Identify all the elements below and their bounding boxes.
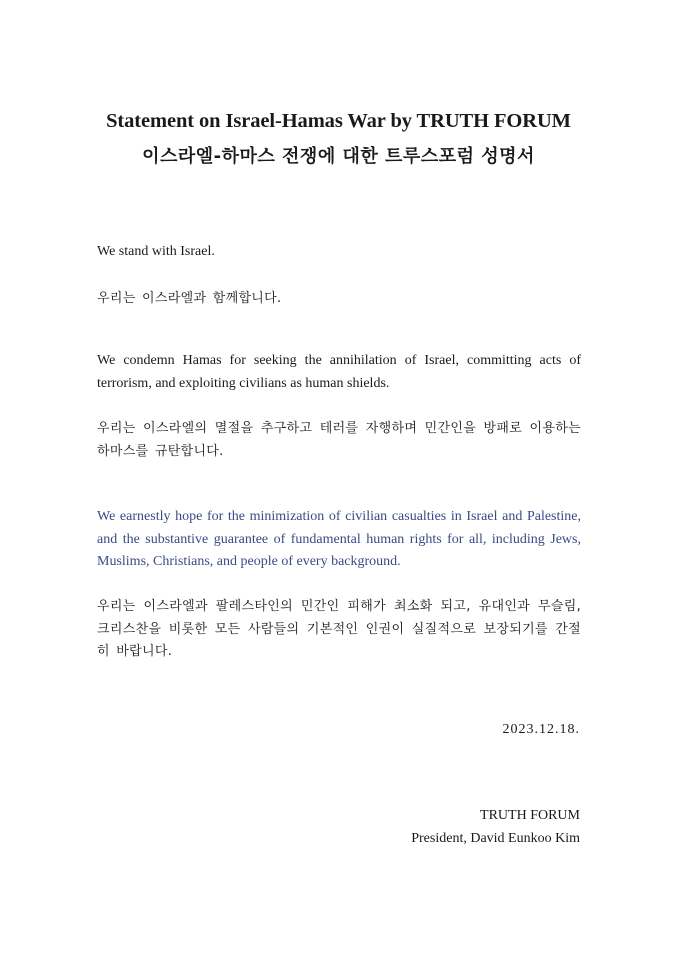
signature-organization: TRUTH FORUM bbox=[480, 808, 580, 823]
paragraph-stand-ko: 우리는 이스라엘과 함께합니다. bbox=[97, 291, 282, 306]
paragraph-condemn-en: We condemn Hamas for seeking the annihilation of Israel, committing acts of terrorism, and exploiting civilians as human shields. bbox=[97, 353, 581, 391]
paragraph-stand-en: We stand with Israel. bbox=[97, 244, 215, 259]
title-english: Statement on Israel-Hamas War by TRUTH FORUM bbox=[106, 110, 571, 132]
paragraph-hope-ko: 우리는 이스라엘과 팔레스타인의 민간인 피해가 최소화 되고, 유대인과 무슬림, 크리스찬을 비롯한 모든 사람들의 기본적인 인권이 실질적으로 보장되기를 간절히 바랍니다. bbox=[97, 599, 581, 659]
title-korean: 이스라엘-하마스 전쟁에 대한 트루스포럼 성명서 bbox=[142, 146, 535, 167]
paragraph-hope-en: We earnestly hope for the minimization of civilian casualties in Israel and Palestine, and the substantive guarantee of fundamental human rights for all, including Jews, Muslims, Christians, and people of every background. bbox=[97, 509, 581, 569]
paragraph-condemn-ko: 우리는 이스라엘의 멸절을 추구하고 테러를 자행하며 민간인을 방패로 이용하는 하마스를 규탄합니다. bbox=[97, 421, 581, 459]
statement-date: 2023.12.18. bbox=[502, 722, 580, 737]
signature-name: President, David Eunkoo Kim bbox=[411, 831, 580, 846]
